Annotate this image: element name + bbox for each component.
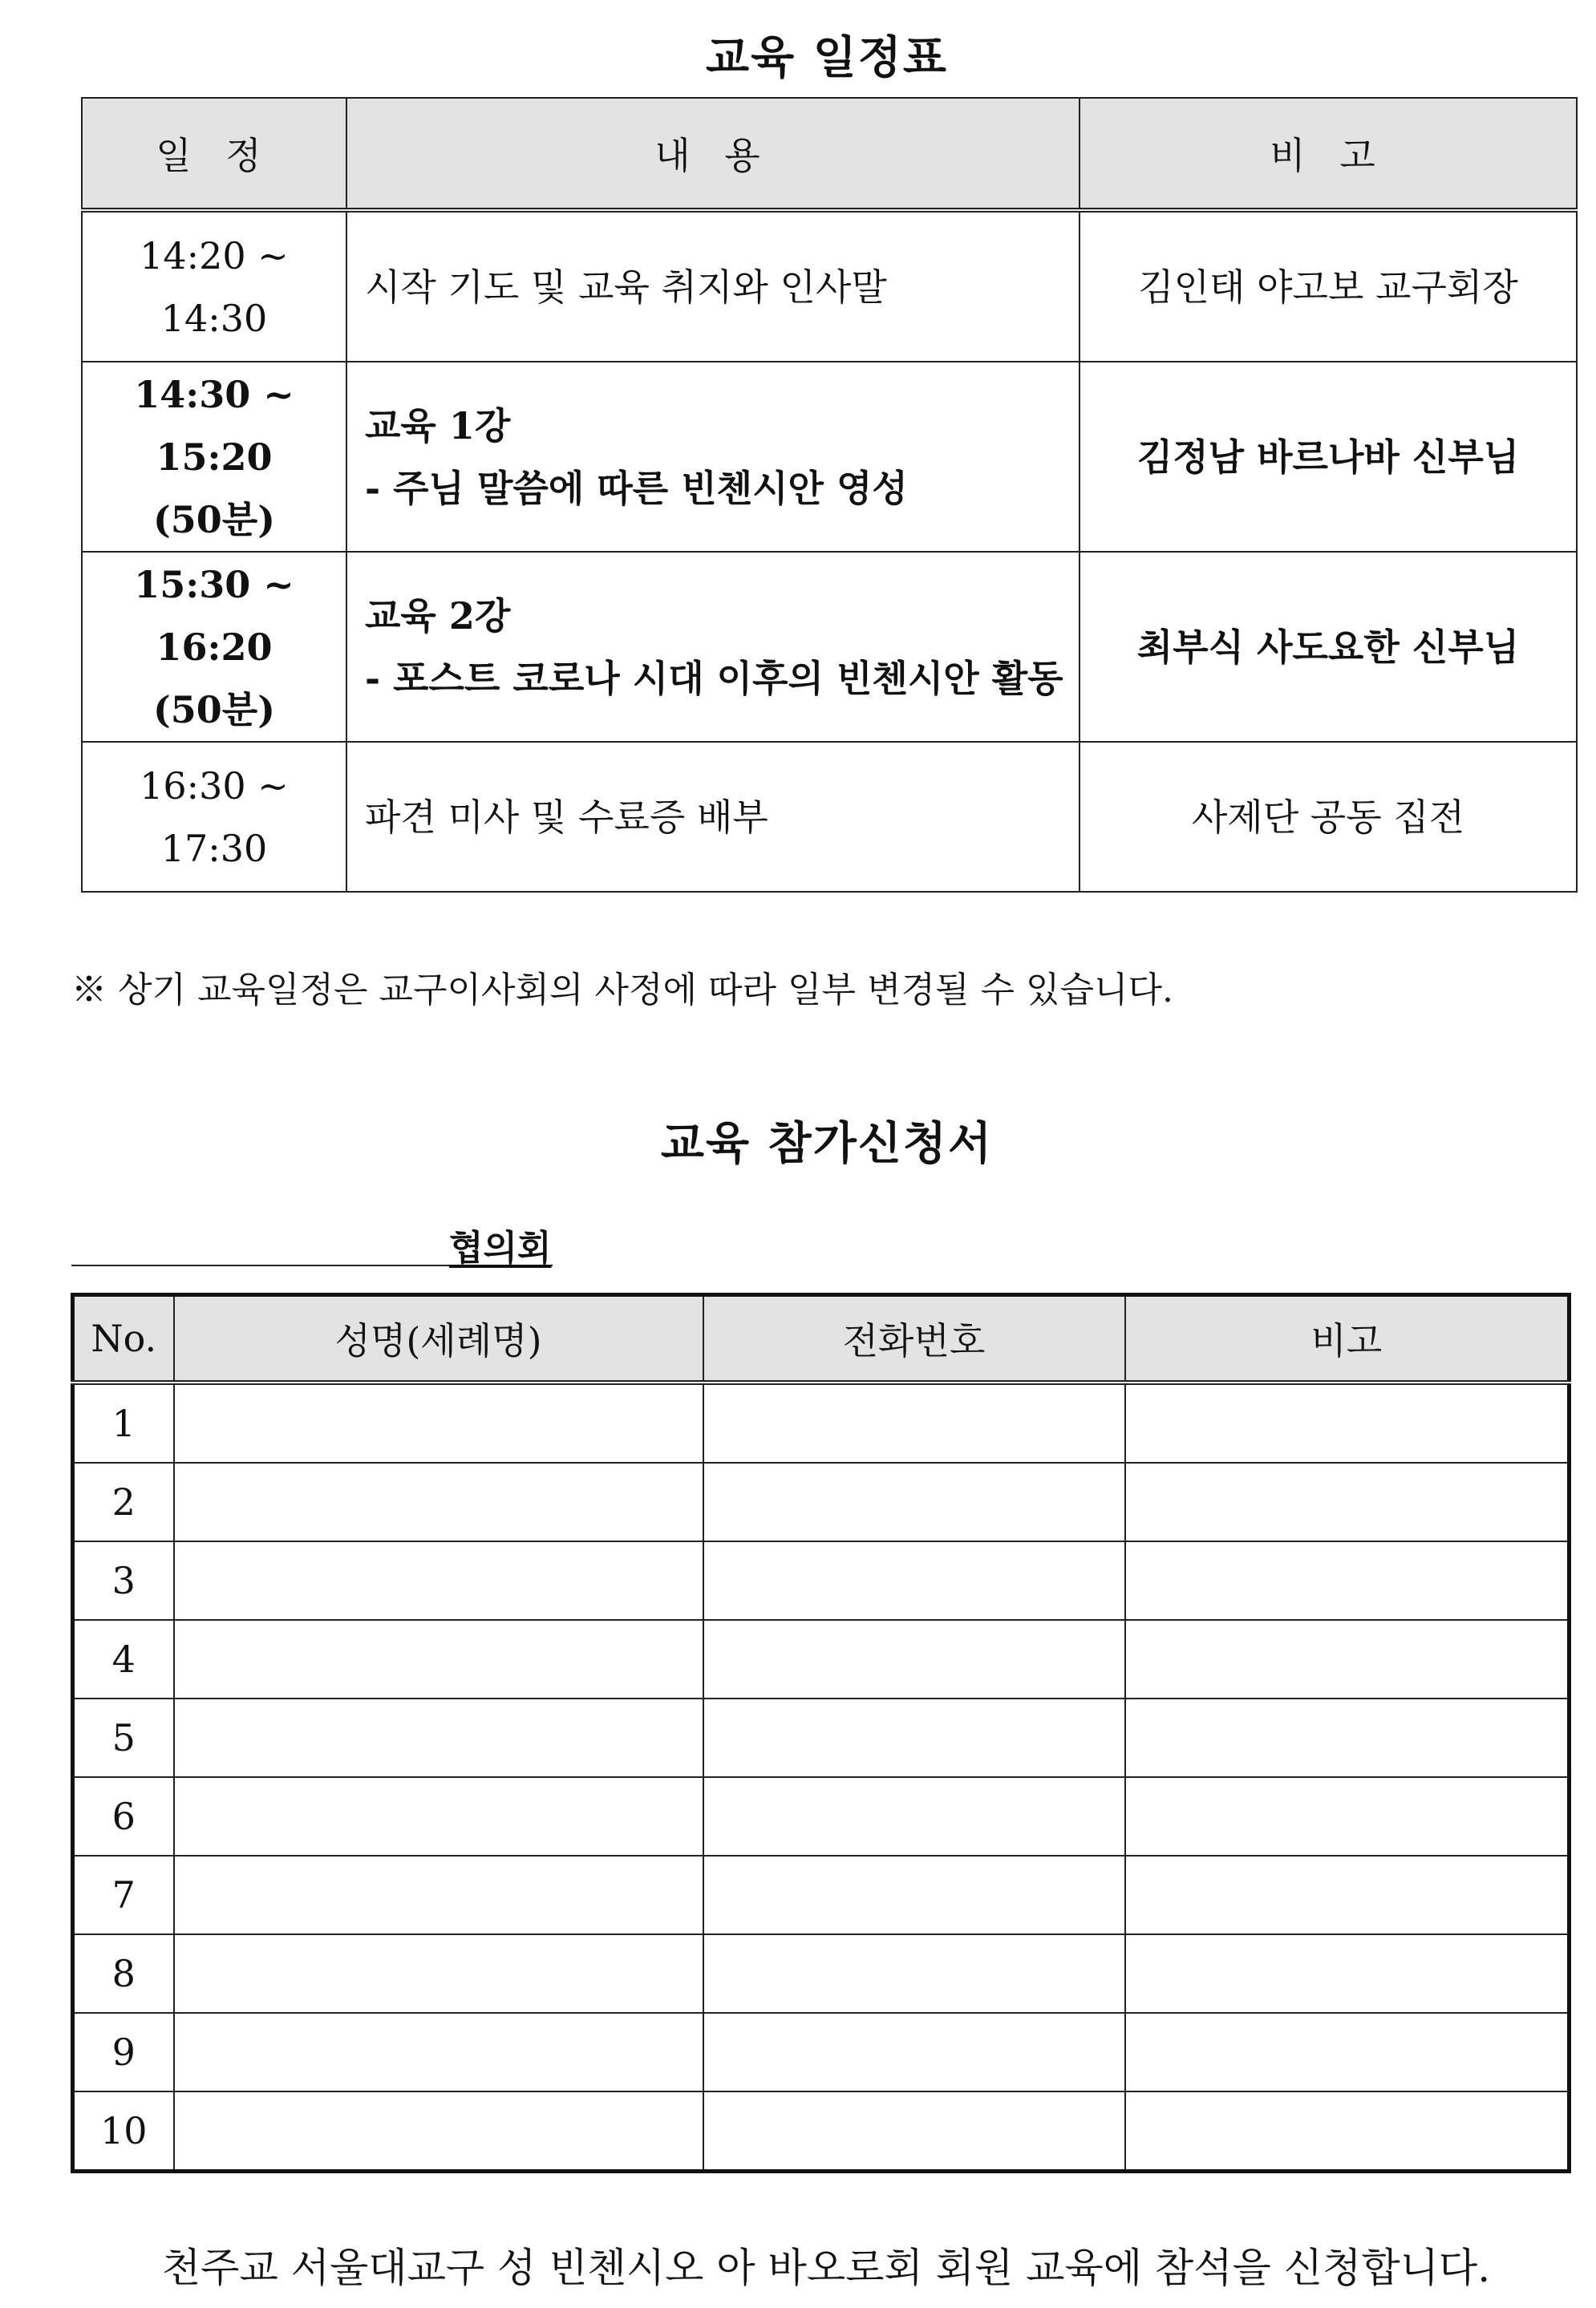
name-cell[interactable]	[174, 2091, 703, 2172]
schedule-row	[82, 742, 1577, 892]
schedule-content	[346, 742, 1080, 892]
phone-cell[interactable]	[703, 1934, 1125, 2013]
phone-cell[interactable]	[703, 1856, 1125, 1934]
phone-cell[interactable]	[703, 2013, 1125, 2091]
council-label: 협의회	[449, 1228, 552, 1269]
application-header-row	[73, 1295, 1570, 1383]
content-subtitle: - 주님 말씀에 따른 빈첸시안 영성	[365, 466, 908, 510]
content-subtitle: - 포스트 코로나 시대 이후의 빈첸시안 활동	[365, 656, 1063, 700]
application-row	[73, 1463, 1570, 1541]
schedule-row	[82, 210, 1577, 362]
schedule-time	[82, 742, 346, 892]
name-cell[interactable]	[174, 1699, 703, 1777]
phone-cell[interactable]	[703, 1541, 1125, 1620]
name-cell[interactable]	[174, 1856, 703, 1934]
time-range: 14:20 ~ 14:30	[140, 233, 289, 340]
header-remarks: 비고	[1125, 1295, 1570, 1383]
header-note: 비 고	[1080, 98, 1577, 210]
schedule-header-row	[82, 98, 1577, 210]
schedule-content	[346, 552, 1080, 742]
phone-cell[interactable]	[703, 1620, 1125, 1699]
name-cell[interactable]	[174, 1934, 703, 2013]
header-number: No.	[73, 1295, 174, 1383]
application-statement: 천주교 서울대교구 성 빈첸시오 아 바오로회 회원 교육에 참석을 신청합니다.	[161, 2245, 1491, 2291]
remarks-cell[interactable]	[1125, 1541, 1570, 1620]
application-row	[73, 2013, 1570, 2091]
header-content: 내 용	[346, 98, 1080, 210]
remarks-cell[interactable]	[1125, 2091, 1570, 2172]
time-duration: (50분)	[153, 687, 275, 731]
header-date: 일 정	[82, 98, 346, 210]
phone-cell[interactable]	[703, 2091, 1125, 2172]
row-number: 6	[73, 1777, 174, 1856]
remarks-cell[interactable]	[1125, 1463, 1570, 1541]
name-cell[interactable]	[174, 1777, 703, 1856]
row-number: 5	[73, 1699, 174, 1777]
time-range: 16:30 ~ 17:30	[140, 763, 289, 870]
name-cell[interactable]	[174, 1463, 703, 1541]
schedule-table	[81, 97, 1578, 893]
row-number: 8	[73, 1934, 174, 2013]
schedule-note-cell: 김정남 바르나바 신부님	[1080, 362, 1577, 552]
schedule-footnote: ※ 상기 교육일정은 교구이사회의 사정에 따라 일부 변경될 수 있습니다.	[71, 970, 1173, 1010]
time-range: 15:30 ~ 16:20	[134, 562, 294, 669]
time-duration: (50분)	[153, 497, 275, 541]
row-number: 4	[73, 1620, 174, 1699]
row-number: 1	[73, 1383, 174, 1463]
remarks-cell[interactable]	[1125, 1620, 1570, 1699]
schedule-row	[82, 362, 1577, 552]
content-title: 교육 1강	[365, 403, 511, 447]
row-number: 2	[73, 1463, 174, 1541]
schedule-time	[82, 362, 346, 552]
row-number: 9	[73, 2013, 174, 2091]
application-row	[73, 1541, 1570, 1620]
remarks-cell[interactable]	[1125, 1383, 1570, 1463]
time-range: 14:30 ~ 15:20	[134, 372, 294, 479]
application-row	[73, 1934, 1570, 2013]
remarks-cell[interactable]	[1125, 1699, 1570, 1777]
phone-cell[interactable]	[703, 1777, 1125, 1856]
name-cell[interactable]	[174, 1620, 703, 1699]
name-cell[interactable]	[174, 1383, 703, 1463]
schedule-note-cell: 사제단 공동 집전	[1080, 742, 1577, 892]
name-cell[interactable]	[174, 2013, 703, 2091]
remarks-cell[interactable]	[1125, 1777, 1570, 1856]
schedule-title: 교육 일정표	[706, 32, 948, 84]
phone-cell[interactable]	[703, 1383, 1125, 1463]
application-row	[73, 2091, 1570, 2172]
phone-cell[interactable]	[703, 1699, 1125, 1777]
schedule-row	[82, 552, 1577, 742]
phone-cell[interactable]	[703, 1463, 1125, 1541]
schedule-content	[346, 362, 1080, 552]
application-row	[73, 1620, 1570, 1699]
schedule-time	[82, 552, 346, 742]
content-title: 시작 기도 및 교육 취지와 인사말	[365, 265, 887, 309]
header-phone: 전화번호	[703, 1295, 1125, 1383]
application-row	[73, 1777, 1570, 1856]
schedule-note-cell: 최부식 사도요한 신부님	[1080, 552, 1577, 742]
remarks-cell[interactable]	[1125, 1934, 1570, 2013]
row-number: 7	[73, 1856, 174, 1934]
application-table	[71, 1293, 1571, 2173]
content-title: 파견 미사 및 수료증 배부	[365, 795, 768, 839]
application-row	[73, 1383, 1570, 1463]
schedule-note-cell: 김인태 야고보 교구회장	[1080, 210, 1577, 362]
application-row	[73, 1856, 1570, 1934]
schedule-time	[82, 210, 346, 362]
schedule-content	[346, 210, 1080, 362]
application-row	[73, 1699, 1570, 1777]
remarks-cell[interactable]	[1125, 2013, 1570, 2091]
content-title: 교육 2강	[365, 593, 511, 638]
application-body	[73, 1383, 1570, 2172]
header-name: 성명(세례명)	[174, 1295, 703, 1383]
name-cell[interactable]	[174, 1541, 703, 1620]
remarks-cell[interactable]	[1125, 1856, 1570, 1934]
row-number: 3	[73, 1541, 174, 1620]
row-number: 10	[73, 2091, 174, 2172]
application-title: 교육 참가신청서	[660, 1118, 994, 1170]
